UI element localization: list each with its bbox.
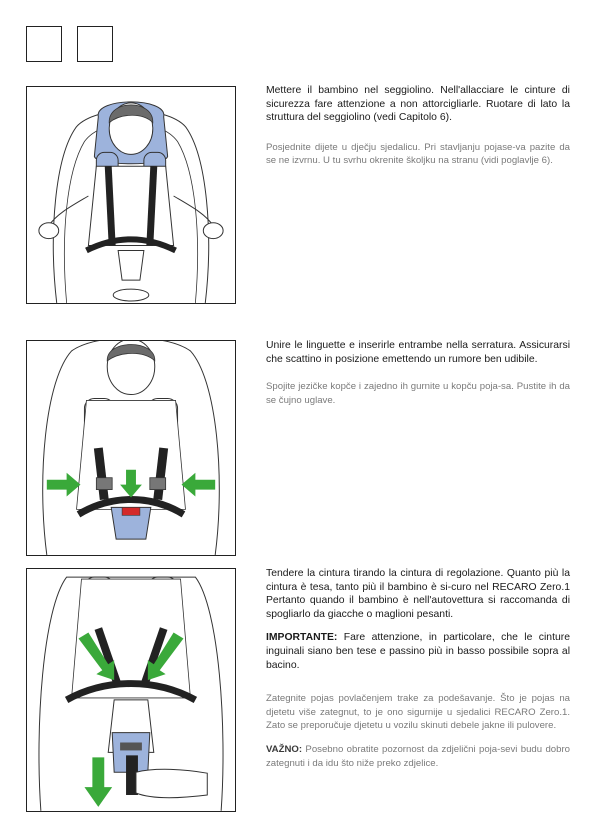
tighten-harness-illustration <box>27 569 235 811</box>
instruction-step-2 <box>266 339 570 417</box>
italian-paragraph: Tendere la cintura tirando la cintura di regolazione. Quanto più la cintura è tesa, tanto più il bambino è si-curo nel RECARO Zero.1 Pertanto quando il bambino è nell'autovettura si raccomanda di spogliarlo da giacche o maglioni pesanti. <box>266 568 570 620</box>
figure-buckle-tongues <box>26 340 236 556</box>
figure-child-in-seat <box>26 86 236 304</box>
croatian-paragraph: Spojite jezičke kopče i zajedno ih gurnite u kopču poja-sa. Pustite ih da se čujno uglave. <box>266 381 570 406</box>
croatian-important-note <box>266 743 570 770</box>
italian-important-note <box>266 631 570 672</box>
instruction-step-3 <box>266 567 570 780</box>
child-in-seat-illustration <box>27 87 235 303</box>
important-text: Fare attenzione, in particolare, che le cinture inguinali siano ben tese e passino più in basso possibile sopra al bacino. <box>266 632 570 671</box>
italian-paragraph: Mettere il bambino nel seggiolino. Nell'allacciare le cinture di sicurezza fare attenzione a non attorcigliarle. Ruotare di lato la struttura del seggiolino (vedi Capitolo 6). <box>266 85 570 124</box>
croatian-text <box>266 141 570 168</box>
vazno-label: VAŽNO: <box>266 743 303 755</box>
vazno-text: Posebno obratite pozornost da zdjelični poja-sevi budu dobro zategnuti i da idu što niže preko zdjelice. <box>266 743 570 769</box>
croatian-text <box>266 692 570 733</box>
italian-text <box>266 339 570 366</box>
instruction-step-1 <box>266 84 570 178</box>
italian-text <box>266 84 570 125</box>
buckle-tongues-illustration <box>27 341 235 555</box>
croatian-text <box>266 380 570 407</box>
croatian-paragraph: Zategnite pojas povlačenjem trake za podešavanje. Što je pojas na djetetu više zategnut, to je ono sigurnije u sjedalici RECARO Zero.1. Zato se preporučuje djetetu u vozilu skinuti debele jakne ili pulovere. <box>266 693 570 732</box>
language-box-2 <box>77 26 113 62</box>
figure-tighten-harness <box>26 568 236 812</box>
croatian-paragraph: Posjednite dijete u dječju sjedalicu. Pri stavljanju pojase-va pazite da se ne izvrnu. U tu svrhu okrenite školjku na stranu (vidi poglavlje 6). <box>266 141 570 167</box>
important-label: IMPORTANTE: <box>266 632 338 644</box>
italian-paragraph: Unire le linguette e inserirle entrambe nella serratura. Assicurarsi che scattino in posizione emettendo un rumore ben udibile. <box>266 340 570 365</box>
italian-text <box>266 567 570 621</box>
language-box-1 <box>26 26 62 62</box>
